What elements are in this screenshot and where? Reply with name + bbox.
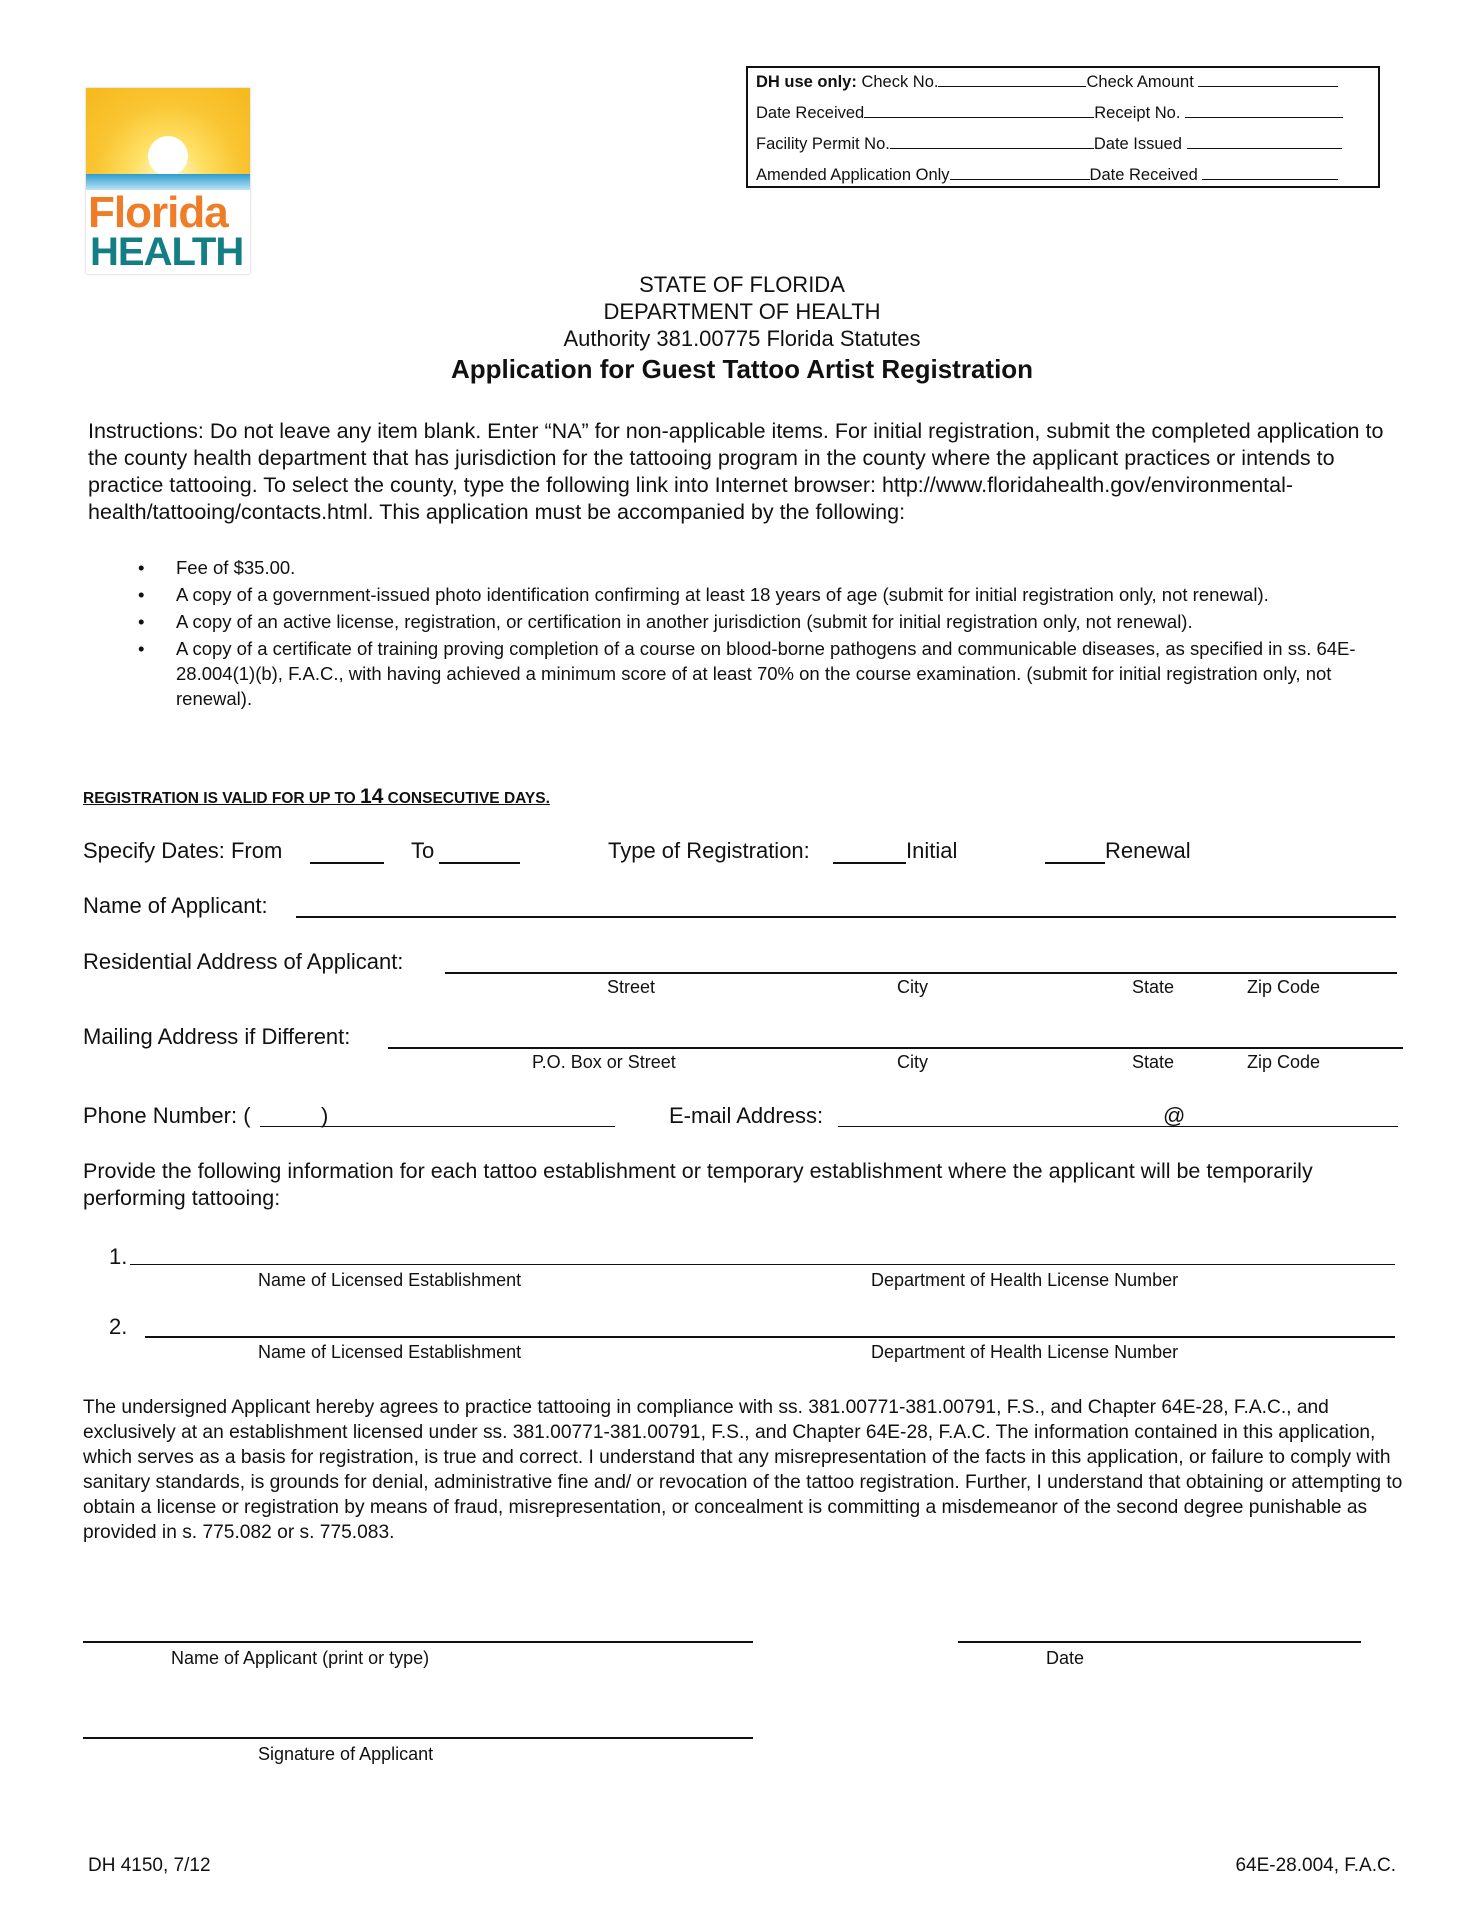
dh-use-only-label: DH use only: [756, 73, 857, 91]
check-no-label: Check No. [861, 73, 939, 91]
florida-health-logo [86, 88, 250, 274]
mailing-city-caption: City [897, 1052, 928, 1072]
check-no-field[interactable] [938, 72, 1086, 87]
dh-row-amended [756, 165, 1338, 185]
facility-permit-field[interactable] [890, 134, 1094, 149]
logo-health-text: HEALTH [90, 230, 244, 274]
establishment-1-number: 1. [109, 1244, 128, 1269]
registration-type-label: Type of Registration: [608, 838, 810, 863]
date-issued-field[interactable] [1187, 134, 1342, 149]
signature-date-caption: Date [1046, 1648, 1085, 1668]
email-label: E-mail Address: [669, 1103, 824, 1128]
mailing-state-caption: State [1132, 1052, 1175, 1072]
residential-city-caption: City [897, 977, 928, 997]
to-date-label: To [411, 838, 435, 863]
state-heading: STATE OF FLORIDA [639, 272, 845, 297]
department-heading: DEPARTMENT OF HEALTH [603, 299, 881, 324]
residential-address-field[interactable] [445, 972, 1397, 974]
phone-label: Phone Number: ( [83, 1103, 251, 1128]
bullet-icon: • [138, 557, 145, 578]
printed-name-field[interactable] [83, 1641, 753, 1643]
dh-row-facility-permit [756, 134, 1342, 154]
amended-application-field[interactable] [950, 165, 1090, 180]
to-date-field[interactable] [439, 862, 520, 864]
receipt-no-field[interactable] [1185, 103, 1343, 118]
attestation-text: The undersigned Applicant hereby agrees to practice tattooing in compliance with ss. 381.00771-381.00791, F.S., and Chapter 64E-28, F.A.C., and exclusively at an establishment licensed under ss. 381.00771-381.00791, F.S., and Chapter 64E-28, F.A.C. The information contained in this application, which serves as a basis for registration, is true and correct. I understand that any misrepresentation of the facts in this application, or failure to comply with sanitary standards, is grounds for denial, administrative fine and/ or revocation of the tattoo registration. Further, I understand that obtaining or attempting to obtain a license or registration by means of fraud, misrepresentation, or concealment is committing a misdemeanor of the second degree punishable as provided in s. 775.082 or s. 775.083. [83, 1397, 1403, 1543]
renewal-check-field[interactable] [1045, 862, 1105, 864]
authority-heading: Authority 381.00775 Florida Statutes [563, 326, 921, 351]
page-title: Application for Guest Tattoo Artist Registration [450, 354, 1034, 384]
rule-citation: 64E-28.004, F.A.C. [1235, 1855, 1396, 1876]
bullet-text: A copy of a government-issued photo identification confirming at least 18 years of age (submit for initial registration only, not renewal). [176, 584, 1269, 605]
amended-date-received-field[interactable] [1202, 165, 1338, 180]
amended-application-label: Amended Application Only [756, 166, 950, 184]
applicant-name-field[interactable] [296, 916, 1396, 918]
applicant-name-label: Name of Applicant: [83, 893, 268, 918]
validity-suffix: CONSECUTIVE DAYS. [383, 790, 550, 807]
establishment-2-name-caption: Name of Licensed Establishment [258, 1342, 522, 1362]
validity-prefix: REGISTRATION IS VALID FOR UP TO [83, 790, 361, 807]
form-number: DH 4150, 7/12 [88, 1855, 211, 1876]
establishment-1-field[interactable] [130, 1264, 1395, 1265]
email-field[interactable] [838, 1126, 1398, 1127]
signature-caption: Signature of Applicant [258, 1744, 434, 1764]
residential-street-caption: Street [607, 977, 656, 997]
check-amount-label: Check Amount [1086, 73, 1194, 91]
bullet-text: A copy of an active license, registration, or certification in another jurisdiction (submit for initial registration only, not renewal). [176, 611, 1193, 632]
list-item [88, 636, 1388, 711]
sun-icon [148, 136, 188, 176]
bullet-icon: • [138, 584, 145, 605]
phone-field[interactable] [260, 1126, 615, 1127]
mailing-zip-caption: Zip Code [1247, 1052, 1321, 1072]
date-issued-label: Date Issued [1093, 135, 1182, 153]
date-received-label: Date Received [756, 104, 865, 122]
facility-permit-label: Facility Permit No. [756, 135, 890, 153]
residential-zip-caption: Zip Code [1247, 977, 1321, 997]
establishment-2-license-caption: Department of Health License Number [871, 1342, 1179, 1362]
instructions-text: Instructions: Do not leave any item blank. Enter “NA” for non-applicable items. For initial registration, submit the completed application to the county health department that has jurisdiction for the tattooing program in the county where the applicant practices or intends to practice tattooing. To select the county, type the following link into Internet browser: http://www.floridahealth.gov/environmental-health/tattooing/contacts.html. This application must be accompanied by the following: [88, 419, 1384, 524]
list-item [88, 582, 1388, 607]
receipt-no-label: Receipt No. [1094, 104, 1181, 122]
list-item [88, 609, 1388, 634]
check-amount-field[interactable] [1198, 72, 1338, 87]
validity-notice [83, 785, 550, 809]
establishment-1-name-caption: Name of Licensed Establishment [258, 1270, 522, 1290]
mailing-address-label: Mailing Address if Different: [83, 1024, 351, 1049]
bullet-text: Fee of $35.00. [176, 557, 296, 578]
signature-date-field[interactable] [958, 1641, 1361, 1643]
initial-check-field[interactable] [833, 862, 906, 864]
bullet-icon: • [138, 638, 145, 659]
printed-name-caption: Name of Applicant (print or type) [171, 1648, 430, 1668]
signature-field[interactable] [83, 1737, 753, 1739]
establishment-2-field[interactable] [145, 1336, 1395, 1338]
establishments-intro: Provide the following information for each tattoo establishment or temporary establishment where the applicant will be temporarily performing tattooing: [83, 1159, 1313, 1210]
dh-row-check [756, 72, 1338, 92]
mailing-address-field[interactable] [388, 1047, 1403, 1049]
dh-row-date-received [756, 103, 1343, 123]
initial-option-label: Initial [906, 838, 958, 863]
establishment-2-number: 2. [109, 1314, 128, 1339]
dh-use-only-box [746, 66, 1380, 188]
phone-paren: ) [321, 1103, 329, 1128]
bullet-text: A copy of a certificate of training proving completion of a course on blood-borne pathogens and communicable diseases, as specified in ss. 64E-28.004(1)(b), F.A.C., with having achieved a minimum score of at least 70% on the course examination. (submit for initial registration only, not renewal). [176, 638, 1356, 709]
from-date-field[interactable] [310, 862, 384, 864]
date-received-field[interactable] [864, 103, 1094, 118]
requirements-list [88, 555, 1388, 713]
email-at-sign: @ [1163, 1103, 1186, 1128]
establishment-1-license-caption: Department of Health License Number [871, 1270, 1179, 1290]
logo-florida-text: Florida [88, 188, 228, 237]
renewal-option-label: Renewal [1105, 838, 1191, 863]
list-item [88, 555, 1388, 580]
bullet-icon: • [138, 611, 145, 632]
mailing-street-caption: P.O. Box or Street [532, 1052, 676, 1072]
validity-days: 14 [360, 785, 384, 808]
residential-state-caption: State [1132, 977, 1175, 997]
from-date-label: Specify Dates: From [83, 838, 283, 863]
amended-date-received-label: Date Received [1089, 166, 1198, 184]
residential-address-label: Residential Address of Applicant: [83, 949, 404, 974]
